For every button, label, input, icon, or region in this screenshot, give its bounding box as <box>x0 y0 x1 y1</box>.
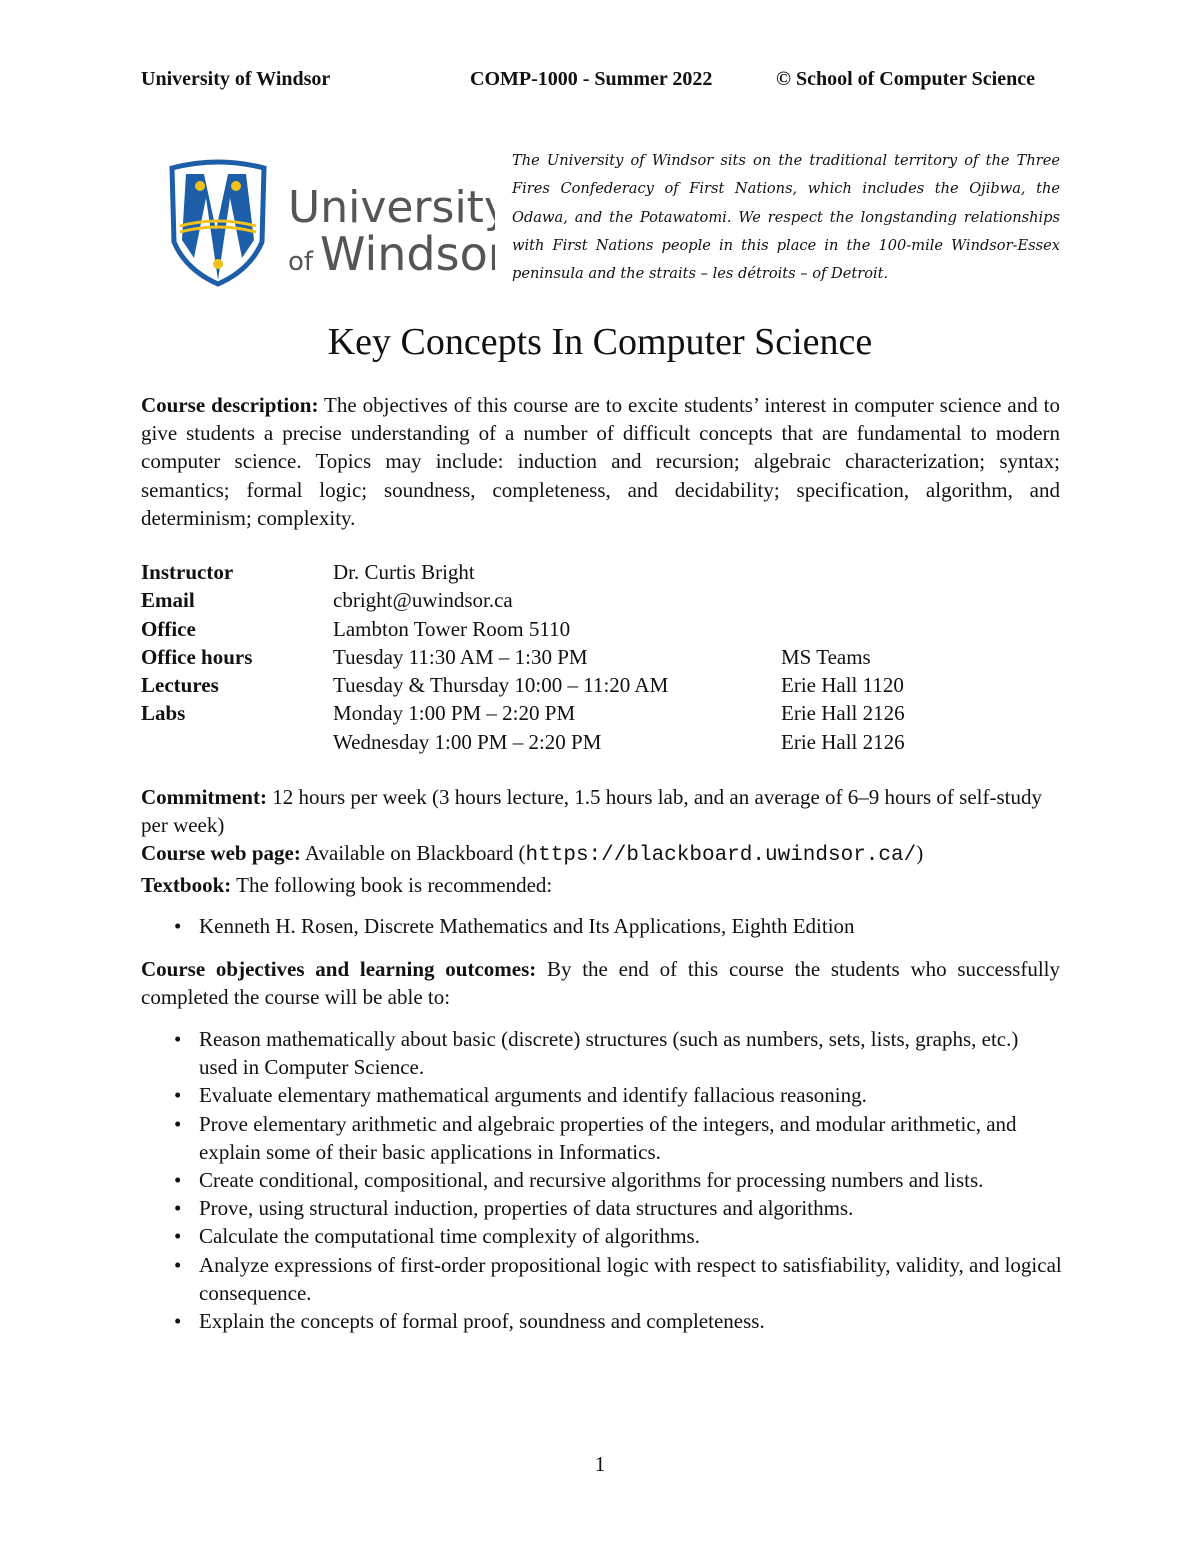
university-logo <box>150 152 495 292</box>
list-item: • Prove elementary arithmetic and algebraic properties of the integers, and modular arithmetic, and explain some of their basic applications in Informatics. <box>141 1110 1062 1166</box>
info-value: Wednesday 1:00 PM – 2:20 PM <box>333 729 602 754</box>
info-label: Office hours <box>141 644 253 669</box>
crest-icon <box>150 152 495 292</box>
info-location <box>781 586 905 614</box>
info-label: Instructor <box>141 560 234 584</box>
info-label: Office <box>141 616 196 641</box>
table-row <box>141 728 905 756</box>
svg-text:University: University <box>288 182 495 233</box>
list-item: • Reason mathematically about basic (discrete) structures (such as numbers, sets, lists, graphs, etc.) used in Computer Science. <box>141 1025 1062 1081</box>
blackboard-link[interactable]: https://blackboard.uwindsor.ca/ <box>525 844 917 868</box>
commitment <box>141 783 1060 899</box>
page-number: 1 <box>594 1452 606 1476</box>
info-location: Erie Hall 2126 <box>781 729 905 754</box>
textbook-list <box>141 912 1062 940</box>
webpage-close: ) <box>916 841 924 866</box>
commitment-text: 12 hours per week (3 hours lecture, 1.5 hours lab, and an average of 6–9 hours of self-study per week) <box>141 785 1042 838</box>
info-location: MS Teams <box>781 644 871 669</box>
objectives-text: By the end of this course the students who successfully completed the course will be able to: <box>141 957 1060 1010</box>
header-copyright: © School of Computer Science <box>776 68 1035 90</box>
table-row <box>141 558 905 586</box>
list-item: • Kenneth H. Rosen, Discrete Mathematics and Its Applications, Eighth Edition <box>141 912 1062 940</box>
list-item: • Create conditional, compositional, and recursive algorithms for processing numbers and lists. <box>141 1166 1062 1194</box>
info-label <box>141 728 333 756</box>
description-text: The objectives of this course are to excite students’ interest in computer science and to give students a precise understanding of a number of difficult concepts that are fundamental to modern computer science. Topics may include: induction and recursion; algebraic characterization; syntax; semantics; formal logic; soundness, completeness, and decidability; specification, algorithm, and determinism; complexity. <box>141 393 1060 530</box>
header-course: COMP-1000 - Summer 2022 <box>470 68 713 90</box>
info-label: Labs <box>141 701 186 726</box>
description-label: Course description: <box>141 393 319 417</box>
page-title: Key Concepts In Computer Science <box>327 321 873 363</box>
textbook-label: Textbook: <box>141 872 232 897</box>
commitment-label: Commitment: <box>141 785 267 809</box>
info-location: Erie Hall 2126 <box>781 701 905 726</box>
info-location: Erie Hall 1120 <box>781 673 904 698</box>
objectives-label: Course objectives and learning outcomes: <box>141 957 537 981</box>
svg-text:of: of <box>288 247 314 277</box>
svg-text:Windsor: Windsor <box>320 227 495 281</box>
info-label: Lectures <box>141 673 219 698</box>
table-row <box>141 671 905 699</box>
info-value: Tuesday 11:30 AM – 1:30 PM <box>333 644 588 669</box>
course-info-table <box>141 558 905 756</box>
header-university: University of Windsor <box>141 68 331 90</box>
textbook-text: The following book is recommended: <box>231 872 553 897</box>
objectives-list <box>141 1025 1062 1335</box>
objectives-intro <box>141 955 1060 1011</box>
info-value: Dr. Curtis Bright <box>333 560 475 584</box>
table-row <box>141 699 905 727</box>
table-row <box>141 643 905 671</box>
info-value: Monday 1:00 PM – 2:20 PM <box>333 701 576 726</box>
info-value: Lambton Tower Room 5110 <box>333 616 571 641</box>
table-row <box>141 615 905 643</box>
table-row <box>141 586 905 614</box>
webpage-text: Available on Blackboard ( <box>300 841 526 866</box>
list-item: • Calculate the computational time complexity of algorithms. <box>141 1222 1062 1250</box>
email-link[interactable]: cbright@uwindsor.ca <box>333 588 513 613</box>
land-acknowledgement: The University of Windsor sits on the traditional territory of the Three Fires Confederacy of First Nations, which includes the Ojibwa, the Odawa, and the Potawatomi. We respect the longstanding relationships with First Nations people in this place in the 100-mile Windsor-Essex peninsula and the straits – les détroits – of Detroit. <box>512 152 1060 283</box>
list-item: • Prove, using structural induction, properties of data structures and algorithms. <box>141 1194 1062 1222</box>
info-location <box>781 615 905 643</box>
list-item: • Explain the concepts of formal proof, soundness and completeness. <box>141 1307 1062 1335</box>
list-item: • Evaluate elementary mathematical arguments and identify fallacious reasoning. <box>141 1081 1062 1109</box>
webpage-label: Course web page: <box>141 841 301 866</box>
info-value: Tuesday & Thursday 10:00 – 11:20 AM <box>333 673 669 698</box>
course-description <box>141 391 1060 532</box>
info-label: Email <box>141 588 195 613</box>
list-item: • Analyze expressions of first-order propositional logic with respect to satisfiability, validity, and logical consequence. <box>141 1251 1062 1307</box>
info-location <box>781 558 905 586</box>
